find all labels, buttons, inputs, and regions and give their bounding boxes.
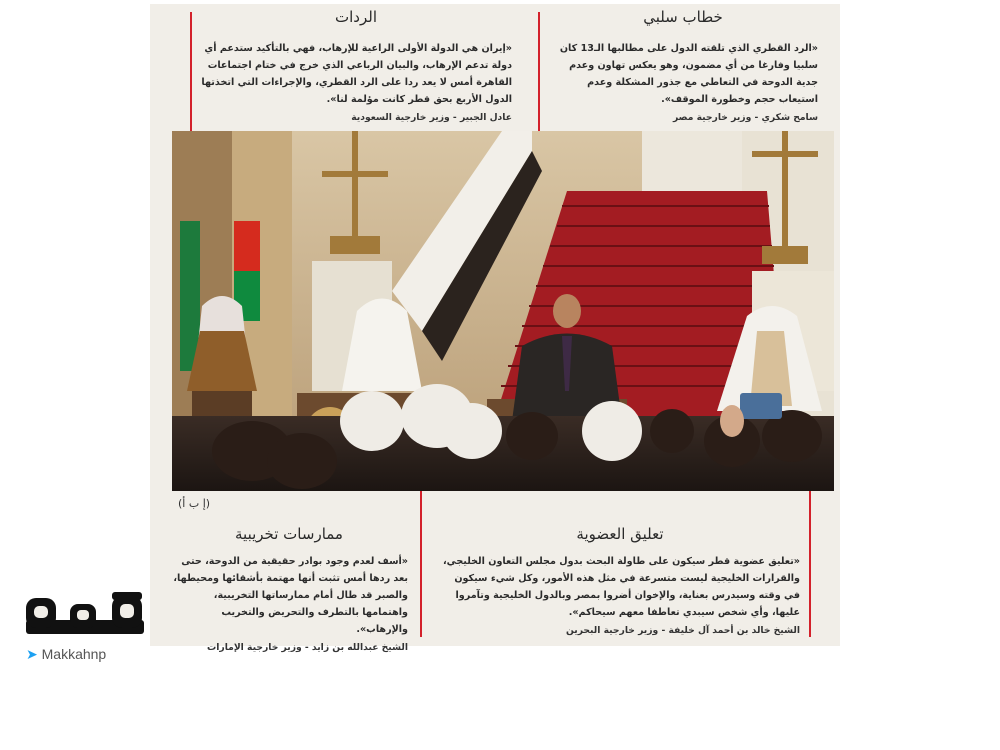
quote-author: سامح شكري - وزير خارجية مصر	[672, 112, 818, 123]
twitter-bird-icon: ➤	[26, 646, 38, 662]
quote-author: عادل الجبير - وزير خارجية السعودية	[351, 112, 512, 123]
quote-title: تعليق العضوية	[576, 525, 664, 543]
quote-author: الشيخ عبدالله بن زايد - وزير خارجية الإمارات	[207, 642, 408, 653]
quote-text: «أسف لعدم وجود بوادر حقيقية من الدوحة، حتى بعد ردها أمس تثبت أنها مهتمة بأشقائها ومحيطها، والصبر قد طال أمام ممارساتها التخريبية، واهتمامها بالتطرف والتحريض والتخريب والإرهاب».	[173, 556, 408, 635]
handle-text: Makkahnp	[41, 646, 107, 662]
quote-title: ممارسات تخريبية	[235, 525, 343, 543]
quote-box-bahrain	[440, 525, 800, 636]
quote-text: «تعليق عضوية قطر سيكون على طاولة البحث بدول مجلس التعاون الخليجي، والقرارات الخليجية ليست متسرعة في مثل هذه الأمور، وكل شيء سيكون في وقته وسيدرس بعناية، والإخوان أضروا بمصر وبالدول الخليجية وتآمروا عليها، وأي شخص سيبدي تعاطفا معهم سيحاكم».	[443, 556, 800, 618]
press-conference-photo	[172, 131, 834, 491]
twitter-handle[interactable]	[26, 646, 106, 663]
quote-title: الردات	[335, 8, 377, 26]
quote-box-uae	[170, 525, 408, 653]
photo-credit: (إ ب أ)	[178, 497, 211, 510]
quote-text: «الرد القطري الذي تلقته الدول على مطالبها الـ13 كان سلبيا وفارغا من أي مضمون، وهو يعكس تهاون وعدم جدية الدوحة في التعاطي مع جذور المشكلة وعدم استيعاب حجم وخطورة الموقف».	[559, 43, 818, 105]
quote-title: خطاب سلبي	[643, 8, 723, 26]
quote-author: الشيخ خالد بن أحمد آل خليفة - وزير خارجية البحرين	[565, 625, 800, 636]
quote-text: «إيران هي الدولة الأولى الراعية للإرهاب، فهي بالتأكيد ستدعم أي دولة تدعم الإرهاب، والبيان الرباعي الذي خرج في ختام اجتماعات القاهرة أمس لا يعد ردا على الرد القطري، والإجراءات التي اتخذتها الدول الأربع بحق قطر كانت مؤلمة لنا».	[201, 43, 512, 105]
quote-box-shoukry	[548, 8, 818, 123]
quote-box-jubeir	[200, 8, 512, 123]
